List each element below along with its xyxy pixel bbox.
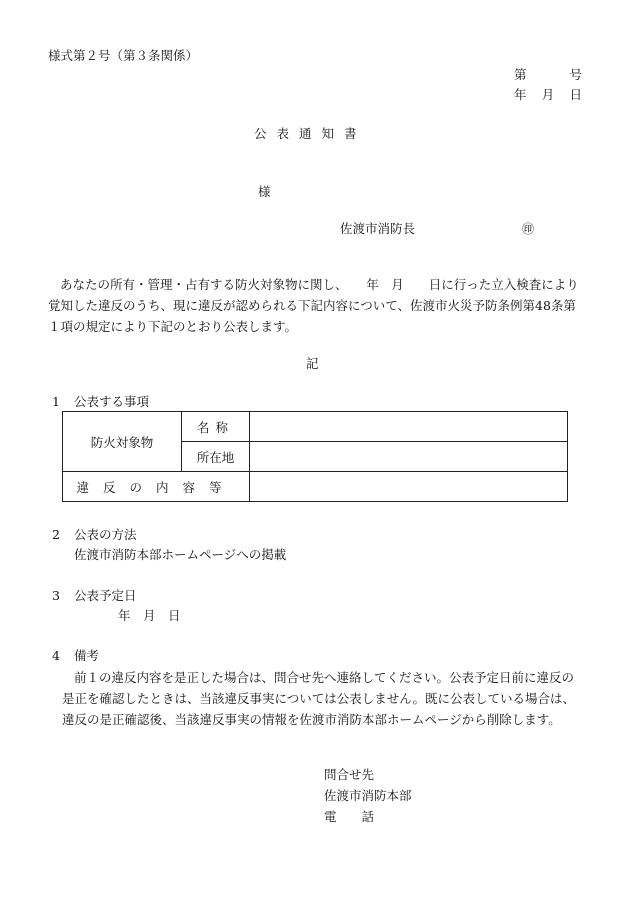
section-4-heading: 備考 bbox=[74, 648, 100, 663]
addressee-honorific: 様 bbox=[258, 184, 271, 199]
scheduled-date-text: 年 月 日 bbox=[118, 608, 181, 623]
intro-paragraph: あなたの所有・管理・占有する防火対象物に関し、 年 月 日に行った立入検査により覚知した違反のうち、現に違反が認められる下記内容について、佐渡市火災予防条例第48条第１項の規定により下記のとおり公表します。 bbox=[48, 277, 579, 334]
location-label-cell: 所在地 bbox=[182, 442, 250, 472]
contact-organization: 佐渡市消防本部 bbox=[324, 788, 412, 803]
seal-mark: ㊞ bbox=[522, 222, 535, 236]
section-3-number: 3 bbox=[52, 588, 60, 603]
section-2-number: 2 bbox=[52, 527, 60, 542]
section-2-heading: 公表の方法 bbox=[74, 527, 137, 542]
contact-label: 問合せ先 bbox=[324, 767, 375, 782]
name-label-cell: 名称 bbox=[182, 412, 250, 442]
issue-date-line: 年 月 日 bbox=[514, 87, 582, 102]
name-value-cell bbox=[250, 412, 568, 442]
remarks-paragraph: 前１の違反内容を是正した場合は、問合せ先へ連絡してください。公表予定日前に違反の是正を確認したときは、当該違反事実については公表しません。既に公表している場合は、違反の是正確認後、当該違反事実の情報を佐渡市消防本部ホームページから削除します。 bbox=[62, 670, 576, 727]
publication-items-table bbox=[62, 411, 568, 502]
section-4-number: 4 bbox=[52, 648, 60, 663]
category-cell: 防火対象物 bbox=[63, 412, 182, 472]
section-1-heading: 公表する事項 bbox=[74, 394, 150, 409]
sender-name: 佐渡市消防長 bbox=[340, 221, 416, 236]
location-value-cell bbox=[250, 442, 568, 472]
ki-heading: 記 bbox=[306, 356, 319, 371]
document-number-line: 第 号 bbox=[514, 67, 582, 82]
publication-method-text: 佐渡市消防本部ホームページへの掲載 bbox=[74, 547, 287, 562]
form-number-label: 様式第２号（第３条関係） bbox=[48, 48, 199, 63]
contact-phone-label: 電 話 bbox=[324, 809, 375, 824]
section-3-heading: 公表予定日 bbox=[74, 588, 137, 603]
violation-value-cell bbox=[250, 472, 568, 502]
section-1-number: 1 bbox=[52, 394, 60, 409]
document-title: 公表通知書 bbox=[254, 126, 367, 141]
violation-label-cell: 違反の内容等 bbox=[63, 472, 250, 502]
